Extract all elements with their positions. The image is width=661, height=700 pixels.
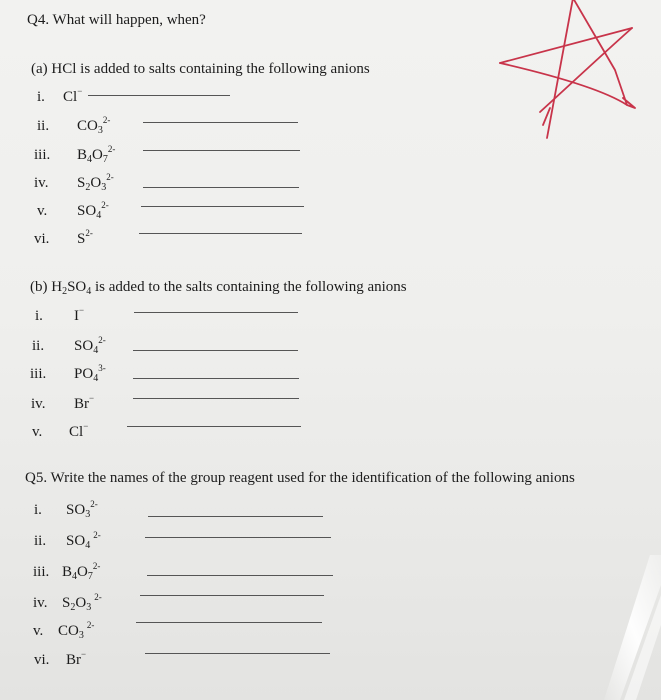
q5-anion: $SO_4^{2-}$	[66, 530, 101, 551]
q5-title: Q5. Write the names of the group reagent used for the identification of the following anions	[25, 470, 575, 486]
answer-line[interactable]	[139, 233, 302, 234]
answer-line[interactable]	[133, 398, 299, 399]
answer-line[interactable]	[136, 622, 322, 623]
q5-item-number: v.	[33, 623, 44, 639]
q5-anion: $CO_3^{2-}$	[58, 620, 95, 641]
q4a-anion: $B_4O_7^{2-}$	[77, 144, 116, 165]
q4a-item-number: iv.	[34, 175, 49, 191]
light-glare	[590, 555, 661, 700]
q4b-item-number: ii.	[32, 338, 45, 354]
q4a-item-number: vi.	[34, 231, 50, 247]
q4a-item-number: i.	[37, 89, 45, 105]
q4b-prompt: (b) $H_2SO_4$ is added to the salts containing the following anions	[30, 279, 407, 297]
q4a-anion: Cl−	[63, 86, 83, 105]
answer-line[interactable]	[147, 575, 333, 576]
q4b-item-number: i.	[35, 308, 43, 324]
q5-anion: $SO_3^{2-}$	[66, 499, 98, 520]
answer-line[interactable]	[143, 122, 298, 123]
answer-line[interactable]	[148, 516, 323, 517]
q4a-anion: $SO_4^{2-}$	[77, 200, 109, 221]
q4a-item-number: iii.	[34, 147, 51, 163]
q4b-anion: $PO_4^{3-}$	[74, 363, 106, 384]
q5-item-number: vi.	[34, 652, 50, 668]
q5-anion: Br−	[66, 649, 87, 668]
answer-line[interactable]	[143, 187, 299, 188]
q4a-prompt: (a) HCl is added to salts containing the following anions	[31, 61, 370, 77]
q4-title: Q4. What will happen, when?	[27, 12, 206, 28]
answer-line[interactable]	[140, 595, 324, 596]
q4b-item-number: v.	[32, 424, 43, 440]
answer-line[interactable]	[143, 150, 300, 151]
q5-item-number: ii.	[34, 533, 47, 549]
q4b-anion: Cl−	[69, 421, 89, 440]
q5-item-number: i.	[34, 502, 42, 518]
q4b-anion: I−	[74, 305, 85, 324]
q4a-anion: $S_2O_3^{2-}$	[77, 172, 114, 193]
answer-line[interactable]	[141, 206, 304, 207]
answer-line[interactable]	[134, 312, 298, 313]
q4b-item-number: iv.	[31, 396, 46, 412]
q4b-anion: Br−	[74, 393, 95, 412]
q5-item-number: iv.	[33, 595, 48, 611]
q4a-anion: $S^{2-}$	[77, 228, 93, 247]
q5-anion: $B_4O_7^{2-}$	[62, 561, 101, 582]
answer-line[interactable]	[127, 426, 301, 427]
q4a-item-number: v.	[37, 203, 48, 219]
answer-line[interactable]	[145, 537, 331, 538]
answer-line[interactable]	[145, 653, 330, 654]
answer-line[interactable]	[88, 95, 230, 96]
hand-drawn-star-icon	[495, 0, 661, 140]
q4a-anion: $CO_3^{2-}$	[77, 115, 111, 136]
q4b-item-number: iii.	[30, 366, 47, 382]
q5-anion: $S_2O_3^{2-}$	[62, 592, 102, 613]
answer-line[interactable]	[133, 378, 299, 379]
q4a-item-number: ii.	[37, 118, 50, 134]
q4b-anion: $SO_4^{2-}$	[74, 335, 106, 356]
q5-item-number: iii.	[33, 564, 50, 580]
answer-line[interactable]	[133, 350, 298, 351]
